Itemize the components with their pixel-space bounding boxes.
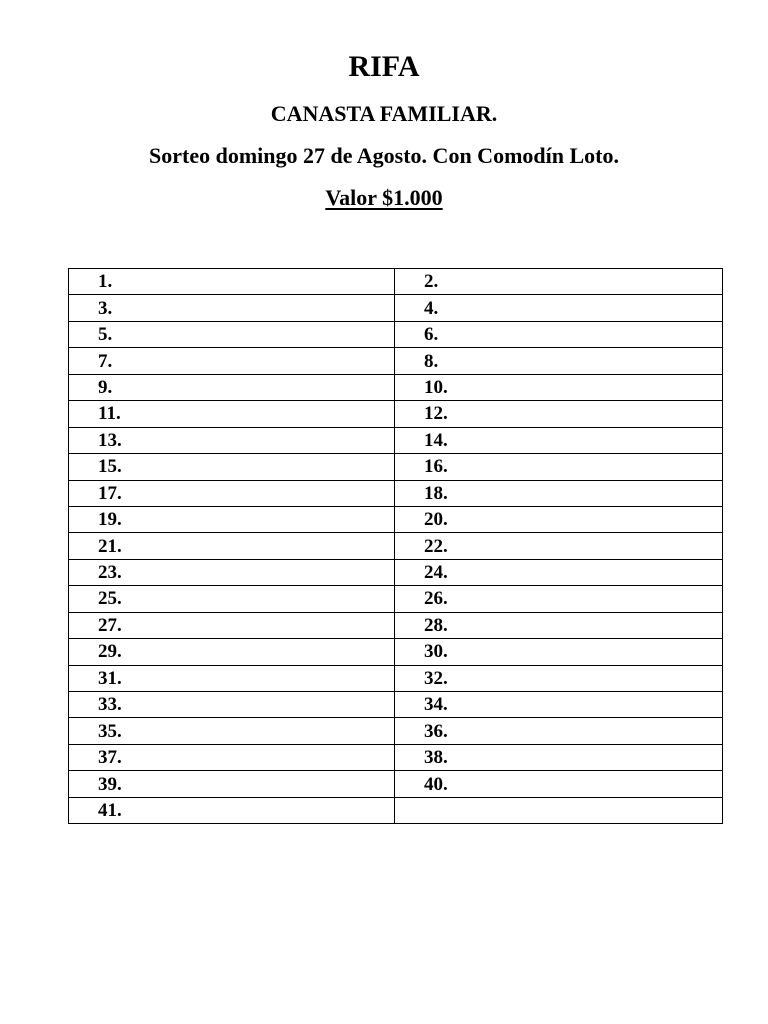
ticket-number-cell-right[interactable] xyxy=(395,797,723,823)
ticket-number-cell-left[interactable]: 5. xyxy=(69,321,395,347)
ticket-number-cell-right[interactable]: 22. xyxy=(395,533,723,559)
ticket-number-cell-left[interactable]: 33. xyxy=(69,692,395,718)
ticket-number-cell-right[interactable]: 6. xyxy=(395,321,723,347)
ticket-number-cell-right[interactable]: 36. xyxy=(395,718,723,744)
table-row xyxy=(69,586,723,612)
ticket-number-cell-right[interactable]: 16. xyxy=(395,454,723,480)
raffle-number-table xyxy=(68,268,723,824)
table-row xyxy=(69,692,723,718)
ticket-number-cell-right[interactable]: 10. xyxy=(395,374,723,400)
ticket-number-cell-left[interactable]: 35. xyxy=(69,718,395,744)
ticket-number-cell-right[interactable]: 32. xyxy=(395,665,723,691)
ticket-number-cell-left[interactable]: 11. xyxy=(69,401,395,427)
table-row xyxy=(69,374,723,400)
ticket-number-cell-left[interactable]: 37. xyxy=(69,744,395,770)
ticket-number-cell-right[interactable]: 18. xyxy=(395,480,723,506)
ticket-number-cell-right[interactable]: 14. xyxy=(395,427,723,453)
raffle-table-body xyxy=(69,269,723,824)
table-row xyxy=(69,771,723,797)
table-row xyxy=(69,401,723,427)
ticket-number-cell-left[interactable]: 39. xyxy=(69,771,395,797)
ticket-number-cell-left[interactable]: 13. xyxy=(69,427,395,453)
table-row xyxy=(69,718,723,744)
ticket-number-cell-left[interactable]: 17. xyxy=(69,480,395,506)
ticket-number-cell-left[interactable]: 21. xyxy=(69,533,395,559)
price-line xyxy=(0,184,768,212)
ticket-number-cell-right[interactable]: 28. xyxy=(395,612,723,638)
ticket-number-cell-left[interactable]: 23. xyxy=(69,559,395,585)
table-row xyxy=(69,612,723,638)
ticket-number-cell-right[interactable]: 20. xyxy=(395,506,723,532)
table-row xyxy=(69,744,723,770)
draw-info: Sorteo domingo 27 de Agosto. Con Comodín Loto. xyxy=(149,143,619,168)
ticket-number-cell-right[interactable]: 26. xyxy=(395,586,723,612)
table-row xyxy=(69,295,723,321)
table-row xyxy=(69,269,723,295)
ticket-number-cell-left[interactable]: 25. xyxy=(69,586,395,612)
ticket-number-cell-left[interactable]: 31. xyxy=(69,665,395,691)
table-row xyxy=(69,454,723,480)
ticket-number-cell-left[interactable]: 15. xyxy=(69,454,395,480)
table-row xyxy=(69,427,723,453)
table-row xyxy=(69,321,723,347)
subtitle: CANASTA FAMILIAR. xyxy=(270,101,498,126)
table-row xyxy=(69,533,723,559)
table-row xyxy=(69,506,723,532)
ticket-number-cell-left[interactable]: 7. xyxy=(69,348,395,374)
page-title: RIFA xyxy=(348,50,420,83)
ticket-number-cell-right[interactable]: 2. xyxy=(395,269,723,295)
ticket-number-cell-left[interactable]: 3. xyxy=(69,295,395,321)
ticket-number-cell-right[interactable]: 4. xyxy=(395,295,723,321)
ticket-number-cell-right[interactable]: 34. xyxy=(395,692,723,718)
table-row xyxy=(69,639,723,665)
ticket-number-cell-right[interactable]: 30. xyxy=(395,639,723,665)
table-row xyxy=(69,559,723,585)
table-row xyxy=(69,665,723,691)
table-row xyxy=(69,348,723,374)
ticket-number-cell-right[interactable]: 24. xyxy=(395,559,723,585)
ticket-number-cell-right[interactable]: 40. xyxy=(395,771,723,797)
ticket-number-cell-right[interactable]: 38. xyxy=(395,744,723,770)
ticket-number-cell-right[interactable]: 12. xyxy=(395,401,723,427)
price-label: Valor $1.000 xyxy=(325,185,443,210)
ticket-number-cell-right[interactable]: 8. xyxy=(395,348,723,374)
ticket-number-cell-left[interactable]: 41. xyxy=(69,797,395,823)
ticket-number-cell-left[interactable]: 27. xyxy=(69,612,395,638)
table-row xyxy=(69,797,723,823)
ticket-number-cell-left[interactable]: 1. xyxy=(69,269,395,295)
ticket-number-cell-left[interactable]: 9. xyxy=(69,374,395,400)
ticket-number-cell-left[interactable]: 29. xyxy=(69,639,395,665)
table-row xyxy=(69,480,723,506)
ticket-number-cell-left[interactable]: 19. xyxy=(69,506,395,532)
